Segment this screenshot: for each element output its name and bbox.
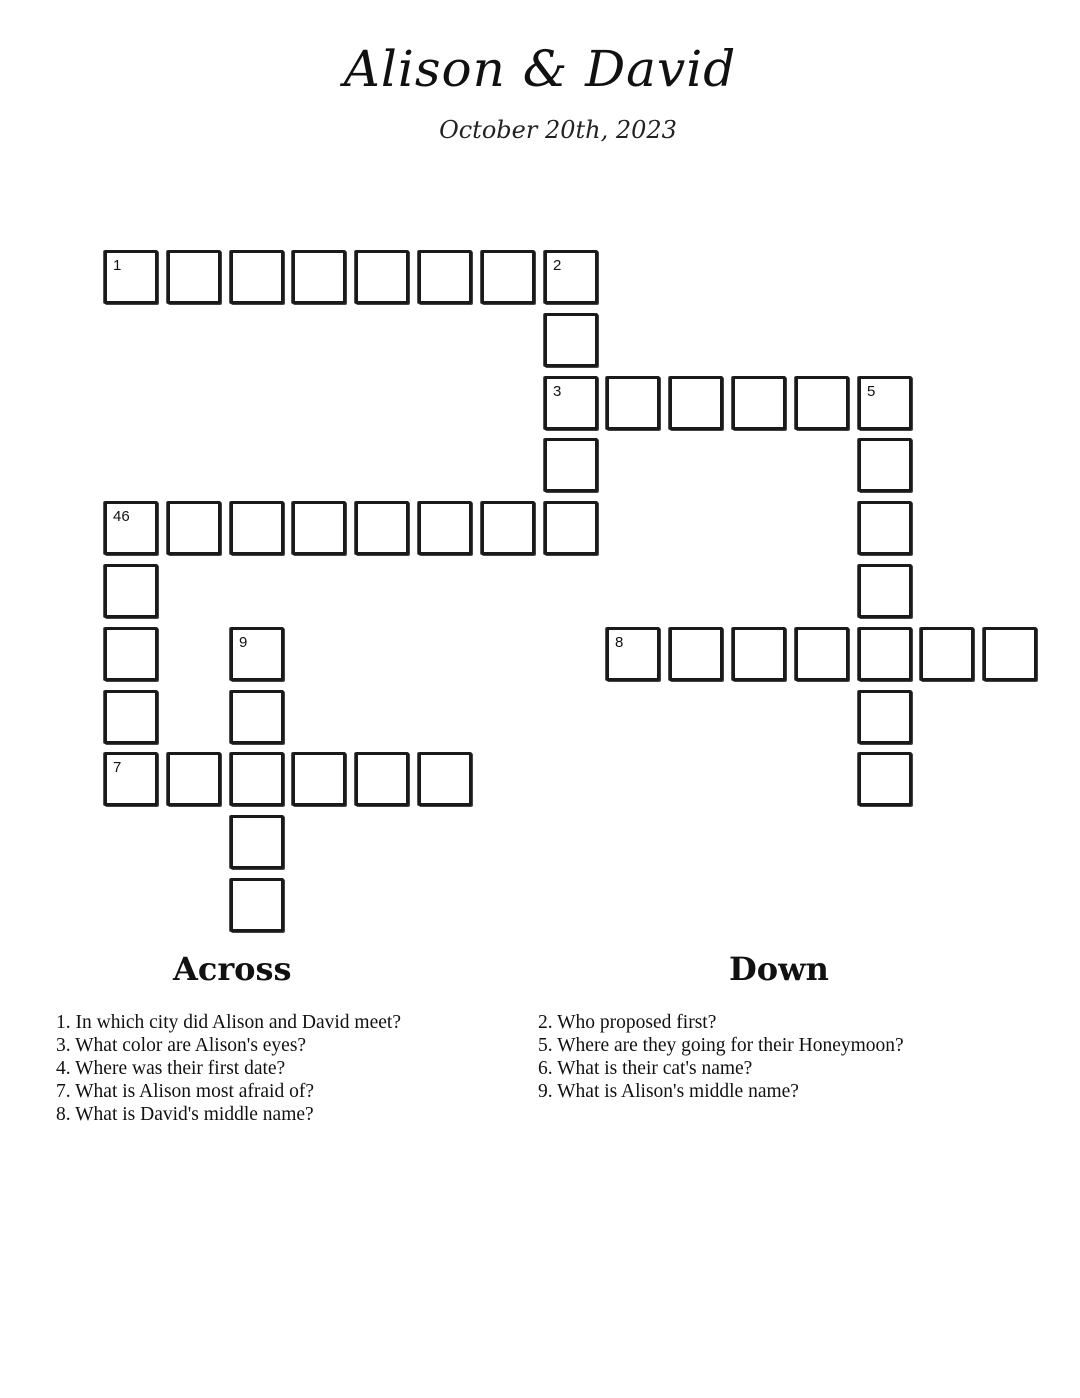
clue-number: 46 xyxy=(113,508,130,525)
page-title: Alison & David xyxy=(343,40,737,98)
down-clue: 5. Where are they going for their Honeymoon? xyxy=(538,1035,904,1056)
crossword-cell[interactable] xyxy=(292,250,346,304)
crossword-cell[interactable] xyxy=(920,627,974,681)
crossword-cell[interactable] xyxy=(230,690,284,744)
crossword-cell[interactable] xyxy=(230,627,284,681)
event-date: October 20th, 2023 xyxy=(439,116,677,144)
crossword-cell[interactable] xyxy=(858,690,912,744)
across-heading: Across xyxy=(173,950,292,988)
down-clue-list xyxy=(538,1011,904,1103)
across-clue: 3. What color are Alison's eyes? xyxy=(56,1035,307,1056)
down-clue: 9. What is Alison's middle name? xyxy=(538,1081,799,1102)
crossword-cell[interactable] xyxy=(230,250,284,304)
crossword-cell[interactable] xyxy=(167,752,221,806)
crossword-cell[interactable] xyxy=(732,376,786,430)
crossword-cell[interactable] xyxy=(355,752,409,806)
crossword-cell[interactable] xyxy=(104,627,158,681)
crossword-cell[interactable] xyxy=(418,501,472,555)
down-clue: 6. What is their cat's name? xyxy=(538,1058,753,1079)
crossword-cell[interactable] xyxy=(544,250,598,304)
crossword-cell[interactable] xyxy=(732,627,786,681)
crossword-cell[interactable] xyxy=(544,313,598,367)
crossword-cell[interactable] xyxy=(544,376,598,430)
clue-number: 5 xyxy=(867,383,876,400)
crossword-cell[interactable] xyxy=(669,376,723,430)
clue-number: 3 xyxy=(553,383,562,400)
crossword-cell[interactable] xyxy=(606,376,660,430)
crossword-cell[interactable] xyxy=(983,627,1037,681)
across-clue-list xyxy=(56,1011,401,1126)
down-clue: 2. Who proposed first? xyxy=(538,1012,717,1033)
down-heading: Down xyxy=(729,950,829,988)
clue-number: 2 xyxy=(553,257,562,274)
crossword-cell[interactable] xyxy=(858,376,912,430)
crossword-cell[interactable] xyxy=(544,501,598,555)
clue-number: 7 xyxy=(113,759,122,776)
crossword-cell[interactable] xyxy=(292,752,346,806)
crossword-cell[interactable] xyxy=(418,752,472,806)
crossword-cell[interactable] xyxy=(795,376,849,430)
crossword-cell[interactable] xyxy=(858,564,912,618)
crossword-cell[interactable] xyxy=(230,815,284,869)
crossword-cell[interactable] xyxy=(481,501,535,555)
across-clue: 4. Where was their first date? xyxy=(56,1058,286,1079)
crossword-cell[interactable] xyxy=(167,501,221,555)
across-clue: 8. What is David's middle name? xyxy=(56,1104,314,1125)
crossword-cell[interactable] xyxy=(167,250,221,304)
crossword-cell[interactable] xyxy=(104,690,158,744)
crossword-cell[interactable] xyxy=(858,501,912,555)
crossword-cell[interactable] xyxy=(858,627,912,681)
across-clue: 1. In which city did Alison and David meet? xyxy=(56,1012,401,1033)
crossword-cell[interactable] xyxy=(230,878,284,932)
crossword-cell[interactable] xyxy=(858,752,912,806)
crossword-cell[interactable] xyxy=(355,250,409,304)
crossword-cell[interactable] xyxy=(858,438,912,492)
crossword-cell[interactable] xyxy=(355,501,409,555)
clue-number: 8 xyxy=(615,634,624,651)
crossword-cell[interactable] xyxy=(104,752,158,806)
crossword-cell[interactable] xyxy=(606,627,660,681)
clue-number: 9 xyxy=(239,634,248,651)
across-clue: 7. What is Alison most afraid of? xyxy=(56,1081,314,1102)
crossword-cell[interactable] xyxy=(544,438,598,492)
crossword-cell[interactable] xyxy=(104,250,158,304)
crossword-cell[interactable] xyxy=(104,564,158,618)
crossword-cell[interactable] xyxy=(104,501,158,555)
crossword-cell[interactable] xyxy=(292,501,346,555)
crossword-cell[interactable] xyxy=(230,501,284,555)
crossword-cell[interactable] xyxy=(230,752,284,806)
crossword-cell[interactable] xyxy=(795,627,849,681)
clue-number: 1 xyxy=(113,257,122,274)
crossword-cell[interactable] xyxy=(669,627,723,681)
crossword-cell[interactable] xyxy=(481,250,535,304)
crossword-cell[interactable] xyxy=(418,250,472,304)
